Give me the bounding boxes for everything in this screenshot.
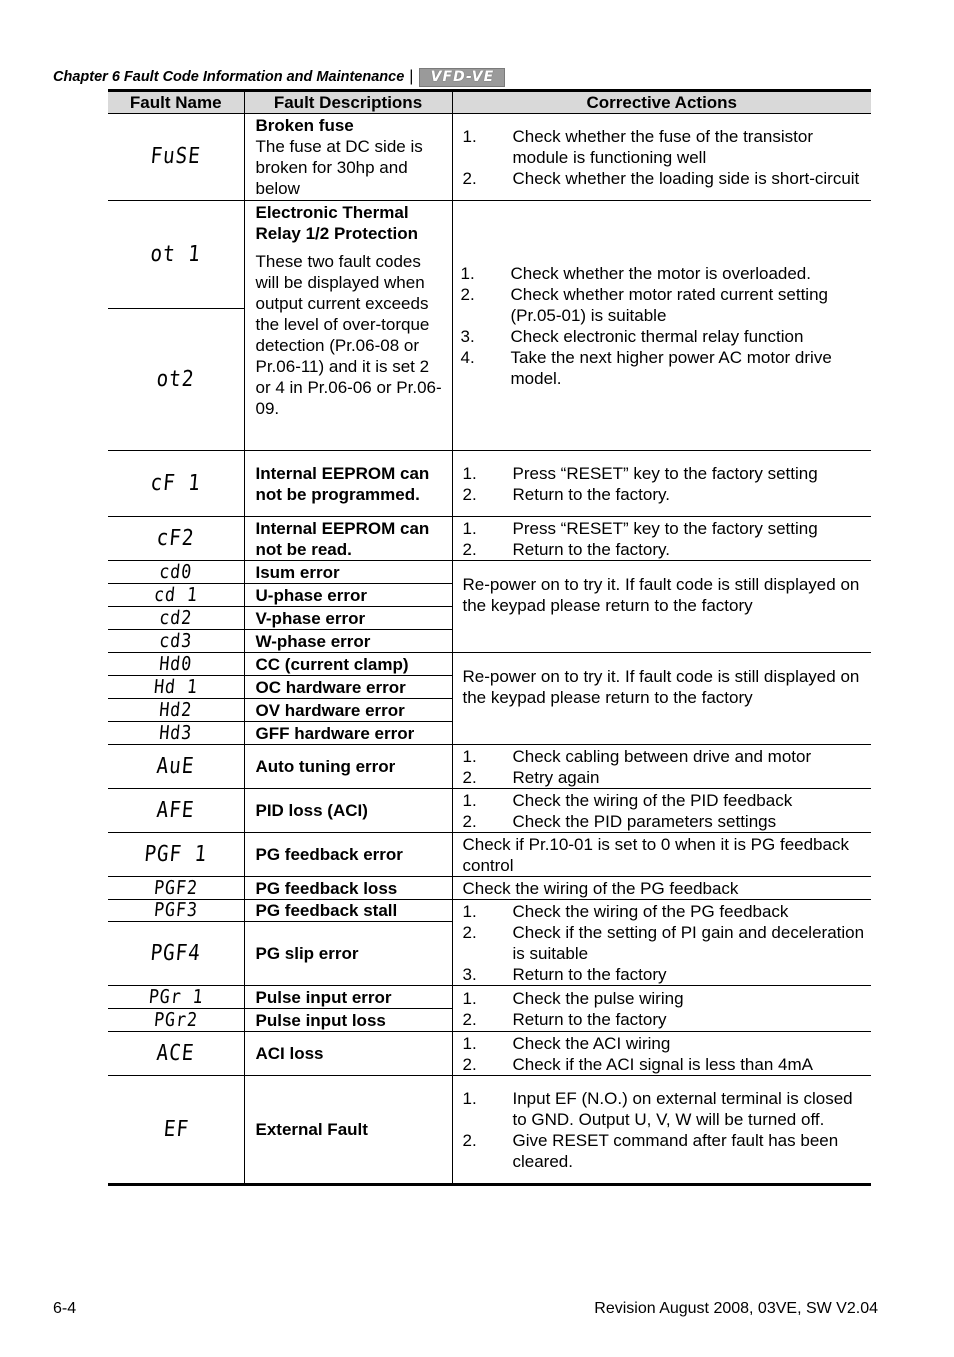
list-item: 1. Check cabling between drive and motor: [462, 746, 812, 766]
corrective-actions: Check the wiring of the PG feedback: [452, 877, 871, 900]
lcd-code: ot 1: [149, 241, 203, 267]
page-header: [53, 67, 505, 87]
logo-text: VFD-VE: [430, 69, 495, 85]
list-item: 1. Check the wiring of the PID feedback: [462, 790, 793, 810]
lcd-code: EF: [162, 1116, 190, 1142]
list-item: 1. Input EF (N.O.) on external terminal is closed to GND. Output U, V, W will be turned off.: [462, 1088, 853, 1129]
lcd-code: PGF 1: [143, 841, 209, 867]
fault-code: [108, 517, 244, 561]
fault-code: [108, 607, 244, 630]
lcd-code: PGF3: [152, 899, 199, 921]
corrective-actions: [452, 1032, 871, 1076]
table-row: [108, 1076, 871, 1185]
fault-description: PID loss (ACI): [244, 789, 452, 833]
list-item: 2. Check whether motor rated current setting (Pr.05-01) is suitable: [460, 284, 828, 325]
fault-description: Pulse input error: [244, 986, 452, 1009]
list-item: 2. Check the PID parameters settings: [462, 811, 777, 831]
lcd-code: cd0: [158, 560, 194, 583]
fault-code: [108, 722, 244, 745]
list-item: 1. Check the ACI wiring: [462, 1033, 671, 1053]
fault-code: [108, 1009, 244, 1032]
lcd-code: Hd2: [158, 698, 194, 721]
fault-code: [108, 561, 244, 584]
lcd-code: Hd0: [158, 652, 194, 675]
lcd-code: cd 1: [152, 583, 199, 606]
lcd-code: Hd 1: [152, 675, 199, 698]
lcd-code: cd2: [158, 606, 194, 629]
fault-description: Internal EEPROM can not be read.: [244, 517, 452, 561]
fault-code: [108, 745, 244, 789]
lcd-code: cd3: [158, 629, 194, 652]
lcd-code: Hd3: [158, 721, 194, 744]
fault-code: [108, 1032, 244, 1076]
fault-description: PG feedback error: [244, 833, 452, 877]
fault-description: GFF hardware error: [244, 722, 452, 745]
table-header-row: [108, 91, 871, 114]
table-row: [108, 877, 871, 900]
list-item: 1. Check the wiring of the PG feedback: [462, 901, 789, 921]
list-item: 2. Give RESET command after fault has been cleared.: [462, 1130, 839, 1171]
fault-code: [108, 1076, 244, 1185]
fault-description: [244, 201, 452, 451]
corrective-actions: [452, 451, 871, 517]
fault-description: ACI loss: [244, 1032, 452, 1076]
corrective-actions: Check if Pr.10-01 is set to 0 when it is PG feedback control: [452, 833, 871, 877]
table-row: [108, 653, 871, 676]
corrective-actions: [452, 201, 871, 451]
list-item: 1. Check whether the motor is overloaded.: [460, 263, 811, 283]
table-row: [108, 900, 871, 922]
fault-code: [108, 584, 244, 607]
lcd-code: cF2: [155, 525, 196, 551]
description-text: The fuse at DC side is broken for 30hp and below: [255, 137, 423, 198]
fault-code: [108, 877, 244, 900]
corrective-actions: Re-power on to try it. If fault code is still displayed on the keypad please return to the factory: [452, 653, 871, 745]
fault-description: OV hardware error: [244, 699, 452, 722]
fault-code: [108, 699, 244, 722]
fault-code: [108, 201, 244, 309]
list-item: 2. Check whether the loading side is short-circuit: [462, 168, 860, 188]
fault-description: Auto tuning error: [244, 745, 452, 789]
fault-description: U-phase error: [244, 584, 452, 607]
lcd-code: FuSE: [149, 144, 203, 169]
fault-code: [108, 833, 244, 877]
corrective-actions: [452, 986, 871, 1032]
fault-description: PG feedback stall: [244, 900, 452, 922]
fault-code: [108, 309, 244, 451]
corrective-actions: [452, 1076, 871, 1185]
vfd-ve-logo: [419, 68, 505, 87]
table-row: [108, 833, 871, 877]
fault-description: Pulse input loss: [244, 1009, 452, 1032]
revision-info: Revision August 2008, 03VE, SW V2.04: [594, 1300, 878, 1317]
list-item: 1. Check the pulse wiring: [462, 988, 684, 1008]
corrective-actions: [452, 114, 871, 201]
lcd-code: ot2: [155, 366, 196, 392]
list-item: 2. Check if the ACI signal is less than 4mA: [462, 1054, 813, 1074]
fault-code: [108, 653, 244, 676]
fault-description: CC (current clamp): [244, 653, 452, 676]
fault-description: OC hardware error: [244, 676, 452, 699]
header-separator: |: [409, 68, 414, 85]
fault-code: [108, 922, 244, 986]
fault-description: [244, 114, 452, 201]
list-item: 1. Press “RESET” key to the factory setting: [462, 463, 818, 483]
col-header-fault-name: Fault Name: [108, 91, 244, 114]
fault-description: External Fault: [244, 1076, 452, 1185]
table-row: [108, 789, 871, 833]
description-title: Broken fuse: [255, 116, 354, 135]
table-row: [108, 451, 871, 517]
table-row: [108, 986, 871, 1009]
list-item: 2. Return to the factory: [462, 1009, 667, 1029]
page-number: 6-4: [53, 1300, 77, 1317]
table-row: [108, 201, 871, 309]
lcd-code: PGF2: [152, 876, 199, 899]
lcd-code: PGF4: [149, 940, 203, 966]
list-item: 1. Check whether the fuse of the transistor module is functioning well: [462, 126, 813, 167]
table-row: [108, 1032, 871, 1076]
lcd-code: cF 1: [149, 470, 203, 496]
table-row: [108, 745, 871, 789]
corrective-actions: [452, 745, 871, 789]
fault-description: Internal EEPROM can not be programmed.: [244, 451, 452, 517]
fault-code: [108, 630, 244, 653]
lcd-code: AuE: [155, 753, 196, 779]
fault-description: PG slip error: [244, 922, 452, 986]
lcd-code: AFE: [155, 797, 196, 823]
list-item: 2. Return to the factory.: [462, 484, 670, 504]
list-item: 1. Press “RESET” key to the factory setting: [462, 518, 818, 538]
fault-code: [108, 900, 244, 922]
list-item: 4. Take the next higher power AC motor drive model.: [460, 347, 832, 388]
list-item: 3. Return to the factory: [462, 964, 667, 984]
fault-description: PG feedback loss: [244, 877, 452, 900]
lcd-code: ACE: [155, 1040, 196, 1066]
col-header-fault-descriptions: Fault Descriptions: [244, 91, 452, 114]
table-row: [108, 517, 871, 561]
list-item: 3. Check electronic thermal relay function: [460, 326, 804, 346]
corrective-actions: [452, 789, 871, 833]
fault-code: [108, 451, 244, 517]
fault-code: [108, 114, 244, 201]
corrective-actions: [452, 517, 871, 561]
fault-code: [108, 676, 244, 699]
lcd-code: PGr 1: [147, 985, 205, 1008]
col-header-corrective-actions: Corrective Actions: [452, 91, 871, 114]
table-row: [108, 114, 871, 201]
list-item: 2. Return to the factory.: [462, 539, 670, 559]
fault-description: W-phase error: [244, 630, 452, 653]
fault-code-table: [108, 89, 871, 1186]
list-item: 2. Retry again: [462, 767, 600, 787]
description-title: Electronic Thermal Relay 1/2 Protection: [255, 203, 419, 243]
fault-code: [108, 789, 244, 833]
fault-description: Isum error: [244, 561, 452, 584]
corrective-actions: Re-power on to try it. If fault code is still displayed on the keypad please return to the factory: [452, 561, 871, 653]
lcd-code: PGr2: [152, 1008, 199, 1031]
corrective-actions: [452, 900, 871, 986]
description-text: These two fault codes will be displayed when output current exceeds the level of over-torque detection (Pr.06-08 or Pr.06-11) and it is set 2 or 4 in Pr.06-06 or Pr.06-09.: [255, 252, 442, 418]
list-item: 2. Check if the setting of PI gain and deceleration is suitable: [462, 922, 865, 963]
table-row: [108, 561, 871, 584]
fault-code: [108, 986, 244, 1009]
chapter-title: Chapter 6 Fault Code Information and Maintenance: [53, 69, 405, 85]
fault-description: V-phase error: [244, 607, 452, 630]
